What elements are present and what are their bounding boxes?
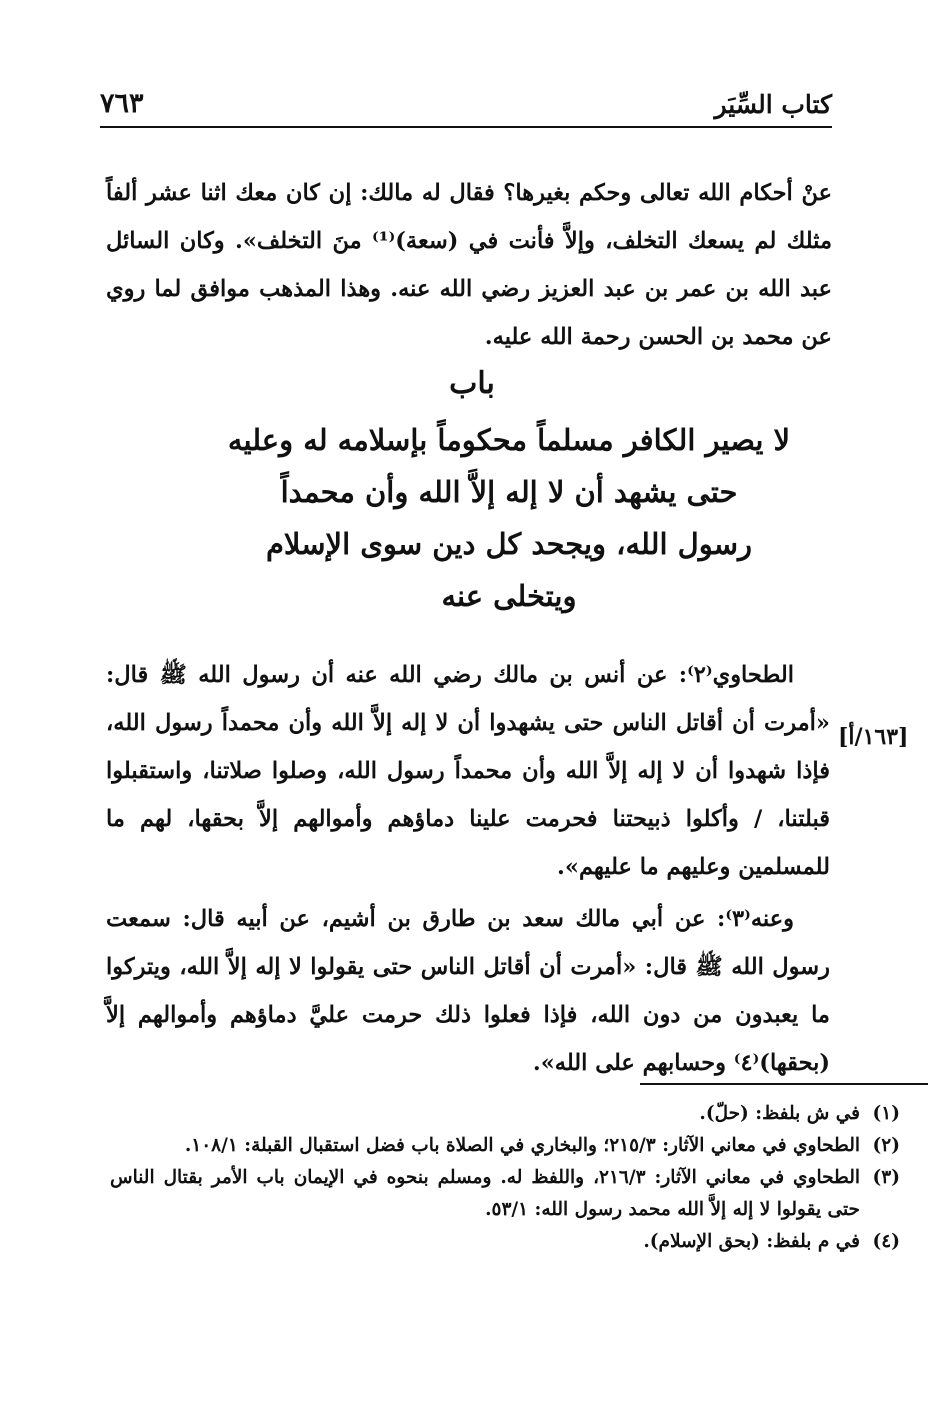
intro-paragraph: عنْ أحكام الله تعالى وحكم بغيرها؟ فقال له مالك: إن كان معك اثنا عشر ألفاً مثلك لم يسعك التخلف، وإلاَّ فأنت في (سعة)⁽¹⁾ منَ التخلف». وكان السائل عبد الله بن عمر بن عبد العزيز رضي الله عنه. وهذا المذهب موافق لما روي عن محمد بن الحسن رحمة الله عليه. xyxy=(106,179,833,350)
hadith-paragraph-2: وعنه⁽٣⁾: عن أبي مالك سعد بن طارق بن أشيم، عن أبيه قال: سمعت رسول الله ﷺ قال: «أمرت أن أقاتل الناس حتى يقولوا لا إله إلاَّ الله، ويتركوا ما يعبدون من دون الله، فإذا فعلوا ذلك حرمت عليَّ دماؤهم وأموالهم إلاَّ (بحقها)⁽٤⁾ وحسابهم على الله». xyxy=(106,905,830,1076)
page-number: ٧٦٣ xyxy=(100,88,144,119)
footnote-1 xyxy=(110,1098,900,1130)
running-header xyxy=(100,86,832,128)
chapter-title-line-4: ويتخلى عنه xyxy=(441,579,577,613)
hadith-paragraph-1: الطحاوي⁽٢⁾: عن أنس بن مالك رضي الله عنه أن رسول الله ﷺ قال: «أمرت أن أقاتل الناس حتى يشهدوا أن لا إله إلاَّ الله وأن محمداً رسول الله، فإذا شهدوا أن لا إله إلاَّ الله وأن محمداً رسول الله، وصلوا صلاتنا، واستقبلوا قبلتنا، / وأكلوا ذبيحتنا فحرمت علينا دماؤهم وأموالهم إلاَّ بحقها، لهم ما للمسلمين وعليهم ما عليهم». xyxy=(106,661,830,880)
header-title: كتاب السِّيَر xyxy=(714,90,832,119)
footnote-number: (٤) xyxy=(872,1231,900,1252)
footnote-number: (١) xyxy=(872,1103,900,1124)
footnote-3 xyxy=(110,1162,900,1226)
chapter-heading: باب xyxy=(449,366,495,401)
footnotes xyxy=(110,1098,900,1258)
footnote-text: في ش بلفظ: (حلّ). xyxy=(699,1103,860,1124)
chapter-title-line-2: حتى يشهد أن لا إله إلاَّ الله وأن محمداً xyxy=(280,475,738,509)
chapter-title-line-1: لا يصير الكافر مسلماً محكوماً بإسلامه له وعليه xyxy=(227,423,791,457)
footnote-number: (٢) xyxy=(872,1135,900,1156)
footnote-text: في م بلفظ: (بحق الإسلام). xyxy=(643,1231,860,1252)
footnote-4 xyxy=(110,1226,900,1258)
chapter-title xyxy=(226,414,792,622)
footnote-number: (٣) xyxy=(872,1167,900,1188)
footnote-text: الطحاوي في معاني الآثار: ٢١٦/٣، واللفظ له. ومسلم بنحوه في الإيمان باب الأمر بقتال الناس حتى يقولوا لا إله إلاَّ الله محمد رسول الله: ٥٣/١. xyxy=(110,1167,860,1220)
footnote-2 xyxy=(110,1130,900,1162)
margin-folio-reference: [١٦٣/أ] xyxy=(838,724,909,750)
footnote-text: الطحاوي في معاني الآثار: ٢١٥/٣؛ والبخاري في الصلاة باب فضل استقبال القبلة: ١٠٨/١. xyxy=(184,1135,860,1156)
footnote-separator xyxy=(640,1083,928,1085)
chapter-title-line-3: رسول الله، ويجحد كل دين سوى الإسلام xyxy=(265,527,753,561)
